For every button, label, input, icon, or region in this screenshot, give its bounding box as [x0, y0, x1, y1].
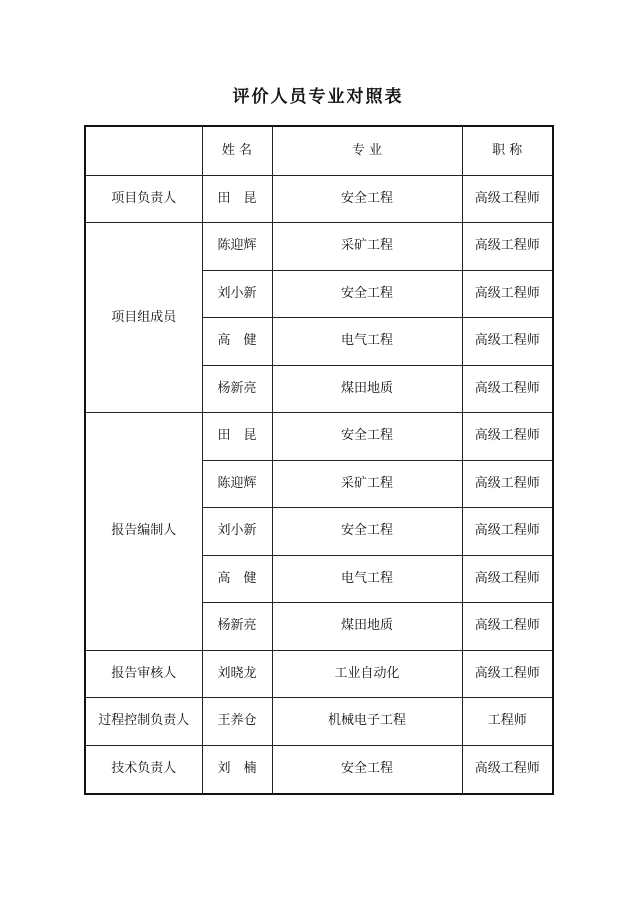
title-cell: 工程师: [462, 698, 553, 746]
role-cell: 过程控制负责人: [85, 698, 202, 746]
major-cell: 煤田地质: [272, 603, 462, 651]
role-cell: 报告审核人: [85, 650, 202, 698]
title-cell: 高级工程师: [462, 223, 553, 271]
title-cell: 高级工程师: [462, 365, 553, 413]
table-row: [85, 175, 553, 223]
title-cell: 高级工程师: [462, 508, 553, 556]
table-row: [85, 413, 553, 461]
title-cell: 高级工程师: [462, 555, 553, 603]
major-cell: 安全工程: [272, 413, 462, 461]
table-row: [85, 650, 553, 698]
table-row: [85, 223, 553, 271]
table-row: [85, 745, 553, 794]
name-cell: 陈迎辉: [202, 460, 272, 508]
name-cell: 高 健: [202, 555, 272, 603]
table-header-row: [85, 126, 553, 175]
name-cell: 杨新亮: [202, 603, 272, 651]
title-cell: 高级工程师: [462, 603, 553, 651]
name-cell: 王养仓: [202, 698, 272, 746]
title-cell: 高级工程师: [462, 460, 553, 508]
role-cell: 技术负责人: [85, 745, 202, 794]
major-cell: 采矿工程: [272, 460, 462, 508]
name-cell: 高 健: [202, 318, 272, 366]
major-cell: 安全工程: [272, 270, 462, 318]
name-cell: 田 昆: [202, 413, 272, 461]
name-cell: 田 昆: [202, 175, 272, 223]
major-cell: 电气工程: [272, 555, 462, 603]
major-cell: 煤田地质: [272, 365, 462, 413]
title-cell: 高级工程师: [462, 745, 553, 794]
header-title: 职 称: [462, 126, 553, 175]
title-cell: 高级工程师: [462, 650, 553, 698]
document-title: 评价人员专业对照表: [232, 87, 404, 107]
name-cell: 刘 楠: [202, 745, 272, 794]
table-row: [85, 698, 553, 746]
title-cell: 高级工程师: [462, 175, 553, 223]
name-cell: 陈迎辉: [202, 223, 272, 271]
header-name: 姓 名: [202, 126, 272, 175]
staff-major-table: [84, 125, 554, 795]
title-cell: 高级工程师: [462, 318, 553, 366]
name-cell: 刘晓龙: [202, 650, 272, 698]
major-cell: 工业自动化: [272, 650, 462, 698]
title-cell: 高级工程师: [462, 413, 553, 461]
major-cell: 安全工程: [272, 175, 462, 223]
name-cell: 杨新亮: [202, 365, 272, 413]
header-role: [85, 126, 202, 175]
role-cell: 报告编制人: [85, 413, 202, 651]
title-cell: 高级工程师: [462, 270, 553, 318]
header-major: 专 业: [272, 126, 462, 175]
name-cell: 刘小新: [202, 508, 272, 556]
major-cell: 机械电子工程: [272, 698, 462, 746]
role-cell: 项目组成员: [85, 223, 202, 413]
role-cell: 项目负责人: [85, 175, 202, 223]
name-cell: 刘小新: [202, 270, 272, 318]
major-cell: 安全工程: [272, 745, 462, 794]
major-cell: 电气工程: [272, 318, 462, 366]
major-cell: 安全工程: [272, 508, 462, 556]
major-cell: 采矿工程: [272, 223, 462, 271]
